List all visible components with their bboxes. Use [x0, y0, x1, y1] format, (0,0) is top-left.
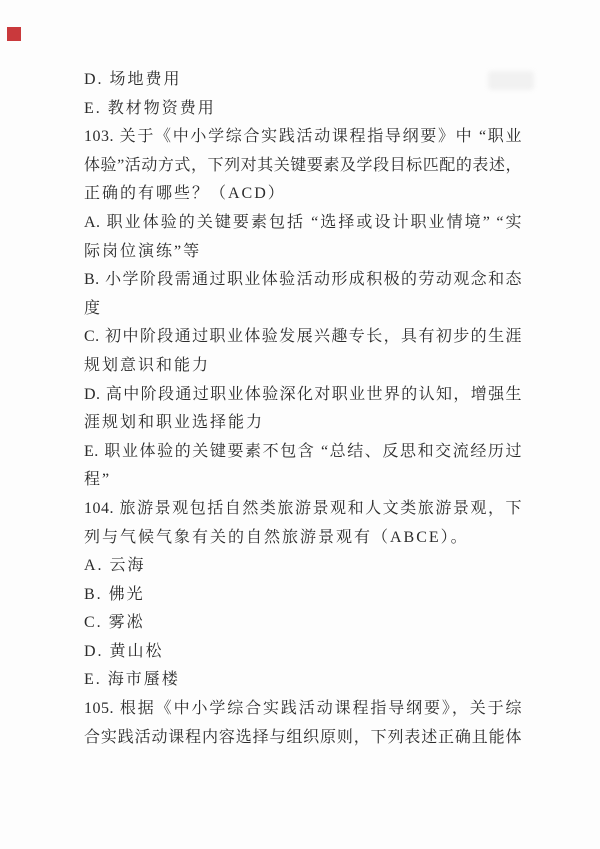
text-line: 体验”活动方式，下列对其关键要素及学段目标匹配的表述， [84, 156, 522, 174]
text-line: B. 小学阶段需通过职业体验活动形成积极的劳动观念和态 [84, 271, 522, 289]
text-line: 104. 旅游景观包括自然类旅游景观和人文类旅游景观，下 [84, 499, 522, 517]
text-line: D. 黄山松 [84, 642, 164, 660]
text-line: 涯规划和职业选择能力 [84, 414, 265, 432]
text-line: 103. 关于《中小学综合实践活动课程指导纲要》中 “职业 [84, 128, 522, 146]
text-line: E. 海市蜃楼 [84, 671, 180, 689]
text-line: 105. 根据《中小学综合实践活动课程指导纲要》，关于综 [84, 700, 522, 718]
text-line: 程” [84, 471, 112, 489]
text-line: C. 雾凇 [84, 614, 145, 632]
text-line: C. 初中阶段通过职业体验发展兴趣专长，具有初步的生涯 [84, 328, 522, 346]
text-line: D. 场地费用 [84, 71, 182, 88]
text-line: 规划意识和能力 [84, 356, 211, 374]
question-text-block [84, 66, 522, 752]
text-line: 度 [84, 299, 103, 317]
text-line: A. 云海 [84, 557, 146, 575]
text-line: 正确的有哪些？（ACD） [84, 185, 286, 203]
red-square-marker [7, 27, 21, 41]
text-line: A. 职业体验的关键要素包括 “选择或设计职业情境” “实 [84, 213, 522, 231]
text-line: E. 教材物资费用 [84, 99, 216, 117]
text-line: 列与气候气象有关的自然旅游景观有（ABCE）。 [84, 528, 469, 546]
text-line: 合实践活动课程内容选择与组织原则，下列表述正确且能体 [84, 728, 522, 746]
text-line: D. 高中阶段通过职业体验深化对职业世界的认知，增强生 [84, 385, 522, 403]
text-line: 际岗位演练”等 [84, 242, 202, 260]
text-line: B. 佛光 [84, 585, 145, 603]
text-line: E. 职业体验的关键要素不包含 “总结、反思和交流经历过 [84, 442, 522, 460]
